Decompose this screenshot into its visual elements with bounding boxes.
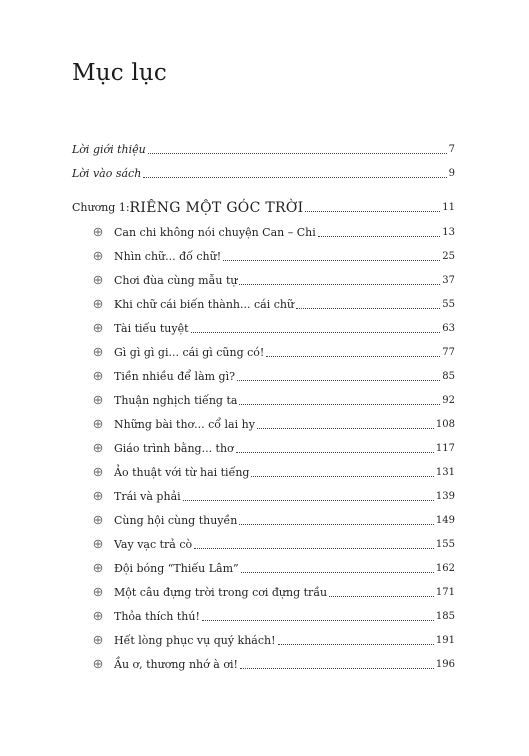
page-number: 117 <box>435 443 455 454</box>
dot-leader <box>318 236 441 237</box>
toc-entry[interactable] <box>92 318 455 336</box>
circle-bullet-icon <box>92 586 104 598</box>
circle-bullet-icon <box>92 298 104 310</box>
circle-bullet-icon <box>92 274 104 286</box>
page-number: 85 <box>442 371 455 382</box>
toc-entry[interactable] <box>92 462 455 480</box>
entry-title: Hết lòng phục vụ quý khách! <box>114 634 276 647</box>
page-number: 139 <box>435 491 455 502</box>
entry-title: Ảo thuật với từ hai tiếng <box>114 466 250 479</box>
page-number: 149 <box>435 515 455 526</box>
toc-entry[interactable] <box>92 630 455 648</box>
entry-title: Đội bóng “Thiếu Lâm” <box>114 562 239 575</box>
circle-bullet-icon <box>92 250 104 262</box>
dot-leader <box>143 177 446 178</box>
dot-leader <box>266 356 440 357</box>
dot-leader <box>183 500 434 501</box>
dot-leader <box>191 332 441 333</box>
page-number: 13 <box>442 227 455 238</box>
circle-bullet-icon <box>92 394 104 406</box>
page-number: 37 <box>442 275 455 286</box>
circle-bullet-icon <box>92 634 104 646</box>
dot-leader <box>194 548 434 549</box>
entry-title: Thỏa thích thú! <box>114 610 200 623</box>
toc-entry[interactable] <box>92 414 455 432</box>
dot-leader <box>239 404 440 405</box>
toc-entry[interactable] <box>92 654 455 672</box>
page-number: 131 <box>435 467 455 478</box>
dot-leader <box>257 428 434 429</box>
dot-leader <box>236 452 434 453</box>
circle-bullet-icon <box>92 442 104 454</box>
page-number: 191 <box>435 635 455 646</box>
dot-leader <box>237 380 440 381</box>
toc-entry[interactable] <box>92 534 455 552</box>
entry-title: Giáo trình bằng... thơ <box>114 442 234 455</box>
toc-entry[interactable] <box>92 294 455 312</box>
page-number: 77 <box>442 347 455 358</box>
entry-title: Tài tiếu tuyệt <box>114 322 189 335</box>
toc-entry[interactable] <box>92 222 455 240</box>
page-title: Mục lục <box>72 60 168 86</box>
page-number: 9 <box>448 168 455 179</box>
dot-leader <box>223 260 440 261</box>
toc-entry[interactable] <box>92 438 455 456</box>
toc-entry[interactable] <box>92 510 455 528</box>
circle-bullet-icon <box>92 466 104 478</box>
page-number: 63 <box>442 323 455 334</box>
circle-bullet-icon <box>92 346 104 358</box>
toc-entry[interactable] <box>92 390 455 408</box>
dot-leader <box>296 308 440 309</box>
circle-bullet-icon <box>92 370 104 382</box>
entry-title: Gì gì gì gi... cái gì cũng có! <box>114 346 265 359</box>
dot-leader <box>240 668 434 669</box>
toc-entry-front[interactable] <box>72 163 455 181</box>
entry-title: Những bài thơ... cổ lai hy <box>114 418 255 431</box>
entry-title: Nhìn chữ... đố chữ! <box>114 250 222 263</box>
entry-title: Một câu đựng trời trong cơi đựng trầu <box>114 586 328 599</box>
toc-entry[interactable] <box>92 582 455 600</box>
page-number: 155 <box>435 539 455 550</box>
circle-bullet-icon <box>92 658 104 670</box>
dot-leader <box>251 476 433 477</box>
toc-entry[interactable] <box>92 246 455 264</box>
circle-bullet-icon <box>92 226 104 238</box>
entry-title: Lời vào sách <box>72 167 142 180</box>
page-number: 7 <box>448 144 455 155</box>
toc-chapter-heading[interactable] <box>72 197 455 215</box>
entry-title: Trái và phải <box>114 490 181 503</box>
entry-title: Can chi không nói chuyện Can – Chi <box>114 226 316 239</box>
dot-leader <box>329 596 434 597</box>
page-number: 25 <box>442 251 455 262</box>
dot-leader <box>239 524 434 525</box>
chapter-name: RIÊNG MỘT GÓC TRỜI <box>129 200 304 216</box>
page-number: 55 <box>442 299 455 310</box>
dot-leader <box>241 572 434 573</box>
toc-entry[interactable] <box>92 606 455 624</box>
page-number: 92 <box>442 395 455 406</box>
page-number: 171 <box>435 587 455 598</box>
page-number: 196 <box>435 659 455 670</box>
toc-entry[interactable] <box>92 366 455 384</box>
toc-entry[interactable] <box>92 486 455 504</box>
dot-leader <box>148 153 447 154</box>
circle-bullet-icon <box>92 610 104 622</box>
entry-title: Thuận nghịch tiếng ta <box>114 394 238 407</box>
page-number: 162 <box>435 563 455 574</box>
toc-entry[interactable] <box>92 342 455 360</box>
entry-title: Vay vạc trả cò <box>114 538 193 551</box>
toc-entry[interactable] <box>92 558 455 576</box>
entry-title: Lời giới thiệu <box>72 143 146 156</box>
dot-leader <box>239 284 440 285</box>
entry-title: Ầu ơ, thương nhớ à ơi! <box>114 658 238 671</box>
circle-bullet-icon <box>92 418 104 430</box>
page-number: 11 <box>442 202 455 213</box>
dot-leader <box>278 644 434 645</box>
circle-bullet-icon <box>92 562 104 574</box>
entry-title: Cùng hội cùng thuyền <box>114 514 238 527</box>
circle-bullet-icon <box>92 514 104 526</box>
toc-entry[interactable] <box>92 270 455 288</box>
toc-entry-front[interactable] <box>72 139 455 157</box>
entry-title: Khi chữ cái biến thành... cái chữ <box>114 298 295 311</box>
dot-leader <box>305 211 440 212</box>
page-number: 185 <box>435 611 455 622</box>
entry-title: Chơi đùa cùng mẫu tự <box>114 274 238 287</box>
circle-bullet-icon <box>92 322 104 334</box>
circle-bullet-icon <box>92 490 104 502</box>
entry-title: Tiền nhiều để làm gì? <box>114 370 236 383</box>
circle-bullet-icon <box>92 538 104 550</box>
dot-leader <box>202 620 434 621</box>
page-number: 108 <box>435 419 455 430</box>
chapter-prefix: Chương 1: <box>72 201 130 214</box>
